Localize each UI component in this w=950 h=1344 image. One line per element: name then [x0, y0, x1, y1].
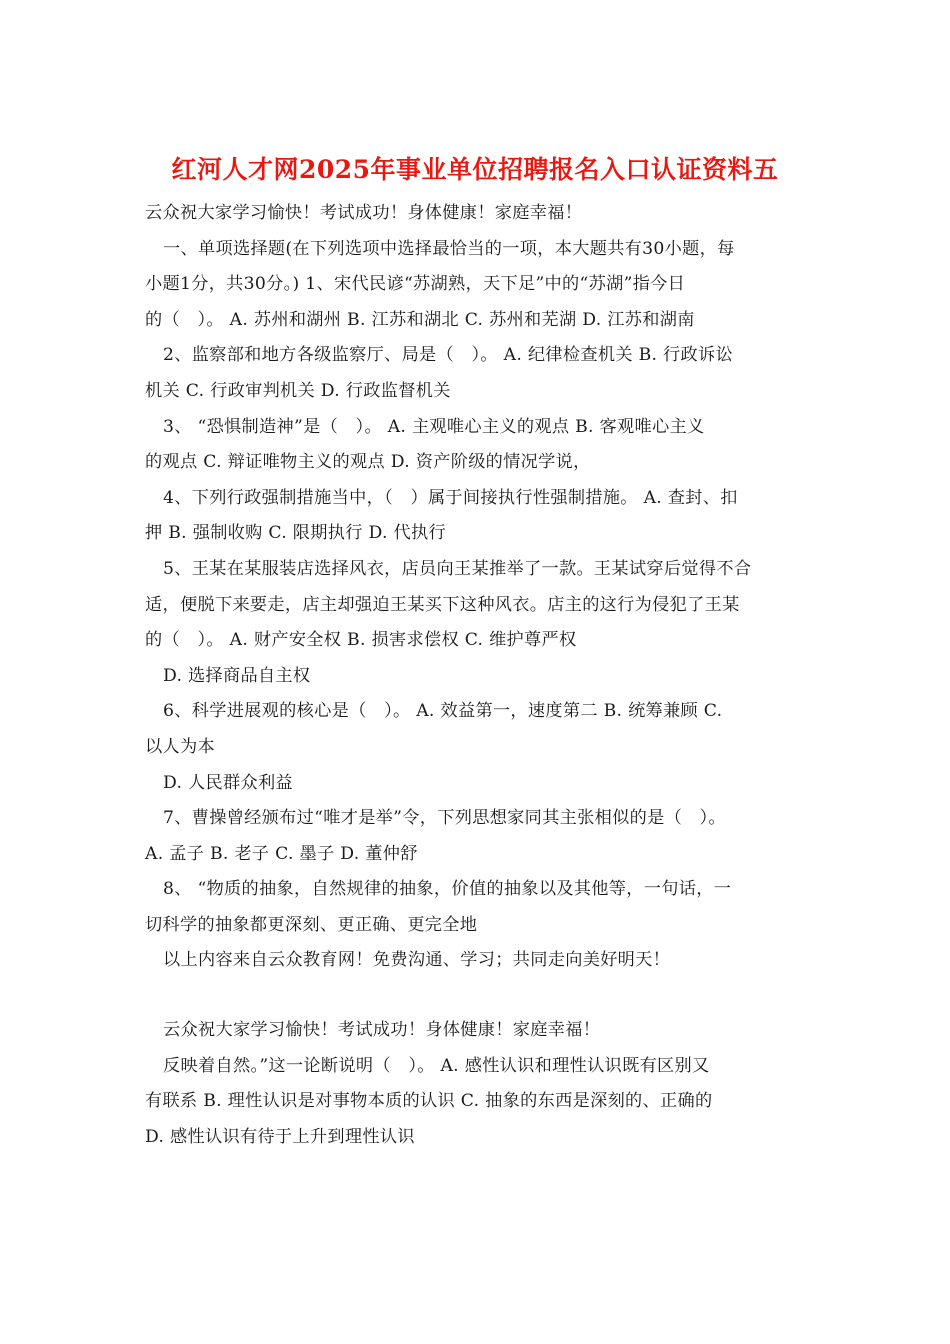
text-line: 适，便脱下来要走，店主却强迫王某买下这种风衣。店主的这行为侵犯了王某	[145, 594, 740, 615]
text-line: 机关 C. 行政审判机关 D. 行政监督机关	[145, 380, 451, 401]
text-line: 4、下列行政强制措施当中，（ ）属于间接执行性强制措施。 A. 查封、扣	[163, 487, 738, 508]
paragraph-gap	[145, 979, 805, 1013]
text-line: 的观点 C. 辩证唯物主义的观点 D. 资产阶级的情况学说，	[145, 452, 591, 473]
text-line: 的（ ）。 A. 苏州和湖州 B. 江苏和湖北 C. 苏州和芜湖 D. 江苏和湖南	[145, 309, 695, 330]
text-line: D. 人民群众利益	[163, 772, 293, 793]
text-line: 的（ ）。 A. 财产安全权 B. 损害求偿权 C. 维护尊严权	[145, 630, 577, 651]
text-line: 3、 “恐惧制造神”是（ ）。 A. 主观唯心主义的观点 B. 客观唯心主义	[163, 416, 705, 437]
document-title: 红河人才网2025年事业单位招聘报名入口认证资料五	[171, 155, 779, 184]
text-line: 有联系 B. 理性认识是对事物本质的认识 C. 抽象的东西是深刻的、正确的	[145, 1091, 713, 1112]
text-line: 8、 “物质的抽象，自然规律的抽象，价值的抽象以及其他等，一句话，一	[163, 879, 732, 900]
text-line: 云众祝大家学习愉快！考试成功！身体健康！家庭幸福！	[163, 1020, 601, 1041]
text-block-main	[145, 196, 805, 979]
text-line: 以上内容来自云众教育网！免费沟通、学习；共同走向美好明天！	[163, 950, 671, 971]
text-line: 切科学的抽象都更深刻、更正确、更完全地	[145, 914, 478, 935]
text-line: 小题1分，共30分。) 1、宋代民谚“苏湖熟，天下足”中的“苏湖”指今日	[145, 274, 686, 295]
text-line: 押 B. 强制收购 C. 限期执行 D. 代执行	[145, 523, 446, 544]
text-line: D. 选择商品自主权	[163, 665, 311, 686]
text-block-continued	[145, 1013, 805, 1155]
text-line: 2、监察部和地方各级监察厅、局是（ ）。 A. 纪律检查机关 B. 行政诉讼	[163, 345, 733, 366]
document-body	[145, 196, 805, 1155]
text-line: 一、单项选择题(在下列选项中选择最恰当的一项，本大题共有30小题，每	[163, 238, 735, 259]
text-line: A. 孟子 B. 老子 C. 墨子 D. 董仲舒	[145, 843, 418, 864]
text-line: 7、曹操曾经颁布过“唯才是举”令，下列思想家同其主张相似的是（ ）。	[163, 808, 726, 829]
text-line: 反映着自然。”这一论断说明（ ）。 A. 感性认识和理性认识既有区别又	[163, 1055, 710, 1076]
text-line: D. 感性认识有待于上升到理性认识	[145, 1126, 415, 1147]
text-line: 6、科学进展观的核心是（ ）。 A. 效益第一，速度第二 B. 统筹兼顾 C.	[163, 701, 723, 722]
text-line: 5、王某在某服装店选择风衣，店员向王某推举了一款。王某试穿后觉得不合	[163, 558, 752, 579]
text-line: 以人为本	[145, 736, 215, 757]
text-line: 云众祝大家学习愉快！考试成功！身体健康！家庭幸福！	[145, 203, 583, 223]
